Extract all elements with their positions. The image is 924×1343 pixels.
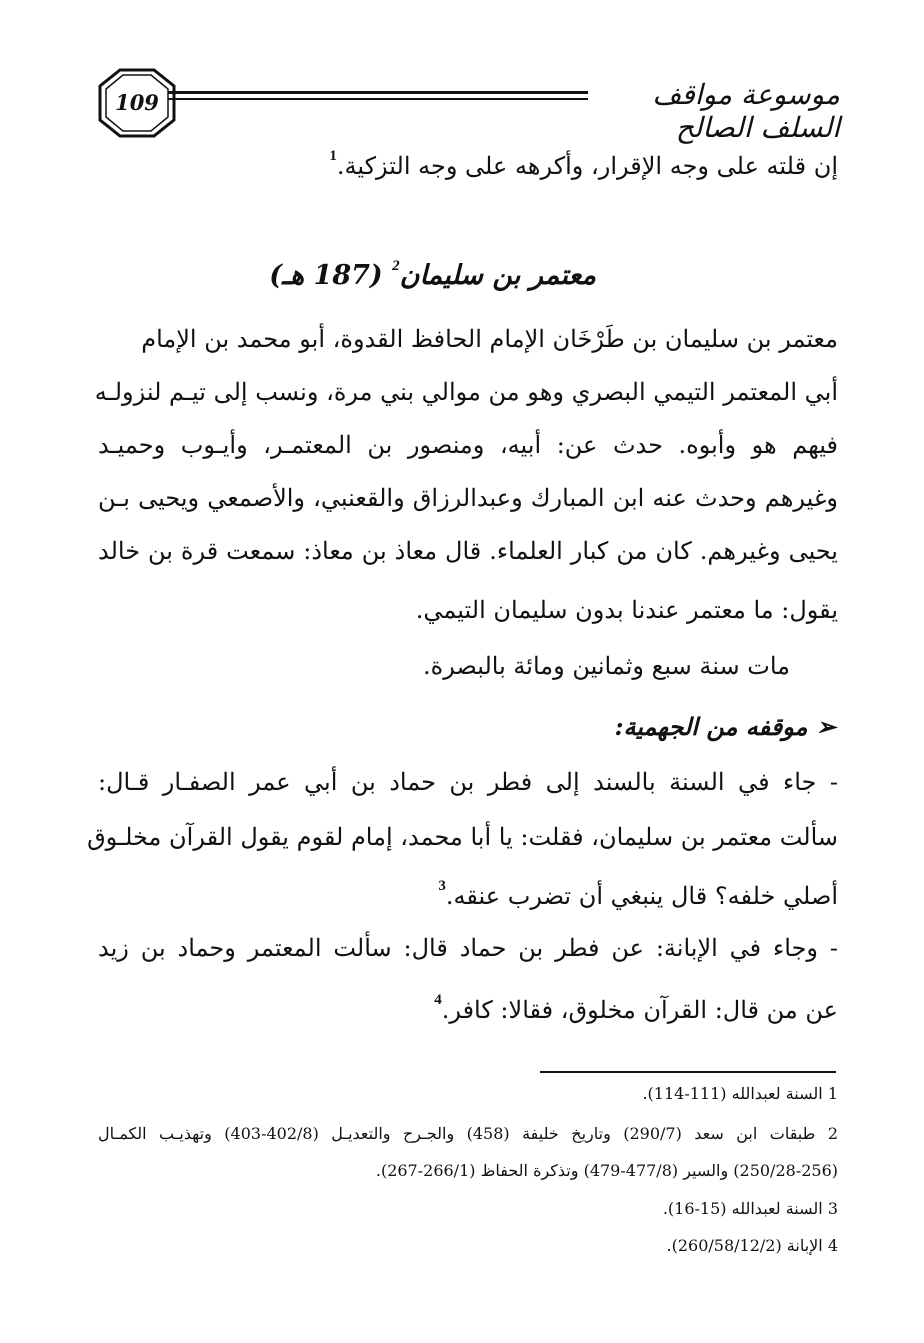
- footnote-text: السنة لعبدالله (111-114).: [642, 1084, 823, 1103]
- footnote-number: 4: [827, 1236, 838, 1255]
- footnote-continuation: (250/28-256) والسير (477/8-479) وتذكرة الحفاظ (266/1-267).: [375, 1161, 838, 1180]
- position-heading: [615, 712, 836, 741]
- bio-line: فيهم هو وأبوه. حدث عن: أبيه، ومنصور بن المعتمـر، وأيـوب وحميـد: [98, 431, 838, 459]
- continuation-line: [329, 148, 838, 180]
- footnote-text: السنة لعبدالله (15-16).: [662, 1199, 823, 1218]
- position-heading-text: موقفه من الجهمية:: [614, 712, 808, 741]
- footnote: [667, 1236, 838, 1255]
- footnote-ref: 4: [434, 992, 442, 1008]
- bio-line: يحيى وغيرهم. كان من كبار العلماء. قال معاذ بن معاذ: سمعت قرة بن خالد: [98, 537, 838, 565]
- footnote-text: الإبانة (260/58/12/2).: [666, 1236, 823, 1255]
- quote-line: [438, 878, 838, 910]
- quote-line: سألت معتمر بن سليمان، فقلت: يا أبا محمد، إمام لقوم يقول القرآن مخلـوق: [87, 823, 838, 851]
- bio-line: يقول: ما معتمر عندنا بدون سليمان التيمي.: [415, 596, 838, 624]
- page-number-badge: [98, 68, 176, 138]
- heading-year: (187 هـ): [269, 260, 383, 291]
- footnote-number: 1: [827, 1084, 838, 1103]
- heading-name: معتمر بن سليمان: [399, 260, 596, 291]
- footnote: [663, 1199, 838, 1218]
- footnote-separator: [540, 1071, 836, 1073]
- continuation-text: إن قلته على وجه الإقرار، وأكرهه على وجه التزكية.: [336, 152, 838, 180]
- quote-line: - وجاء في الإبانة: عن فطر بن حماد قال: سألت المعتمر وحماد بن زيد: [98, 934, 839, 962]
- death-line: مات سنة سبع وثمانين ومائة بالبصرة.: [422, 652, 790, 680]
- footnote-ref: 3: [438, 878, 446, 894]
- quote-line: - جاء في السنة بالسند إلى فطر بن حماد بن أبي عمر الصفـار قـال:: [98, 768, 838, 796]
- quote-line: [434, 992, 838, 1024]
- footnote-number: 3: [827, 1199, 838, 1218]
- quote-text: أصلي خلفه؟ قال ينبغي أن تضرب عنقه.: [445, 882, 838, 910]
- bio-line: معتمر بن سليمان بن طَرْخَان الإمام الحافظ القدوة، أبو محمد بن الإمام: [141, 325, 838, 353]
- footnote-number: 2: [827, 1124, 838, 1143]
- footnote: [98, 1124, 838, 1143]
- footnote-ref: 1: [329, 148, 337, 164]
- arrow-bullet-icon: ➢: [815, 712, 836, 741]
- bio-line: وغيرهم وحدث عنه ابن المبارك وعبدالرزاق والقعنبي، والأصمعي ويحيى بـن: [98, 484, 838, 512]
- footnote: [642, 1084, 838, 1103]
- bio-line: أبي المعتمر التيمي البصري وهو من موالي بني مرة، ونسب إلى تيـم لنزولـه: [94, 378, 838, 406]
- footnote-text: طبقات ابن سعد (290/7) وتاريخ خليفة (458) والجـرح والتعديـل (402/8-403) وتهذيـب الكمـال: [98, 1124, 816, 1143]
- header-rule: [168, 91, 588, 109]
- footnote-ref: 2: [392, 258, 400, 274]
- quote-text: عن من قال: القرآن مخلوق، فقالا: كافر.: [441, 996, 838, 1024]
- running-title: موسوعة مواقف السلف الصالح: [652, 78, 840, 144]
- page-number: 109: [115, 90, 159, 115]
- section-heading: [269, 258, 596, 291]
